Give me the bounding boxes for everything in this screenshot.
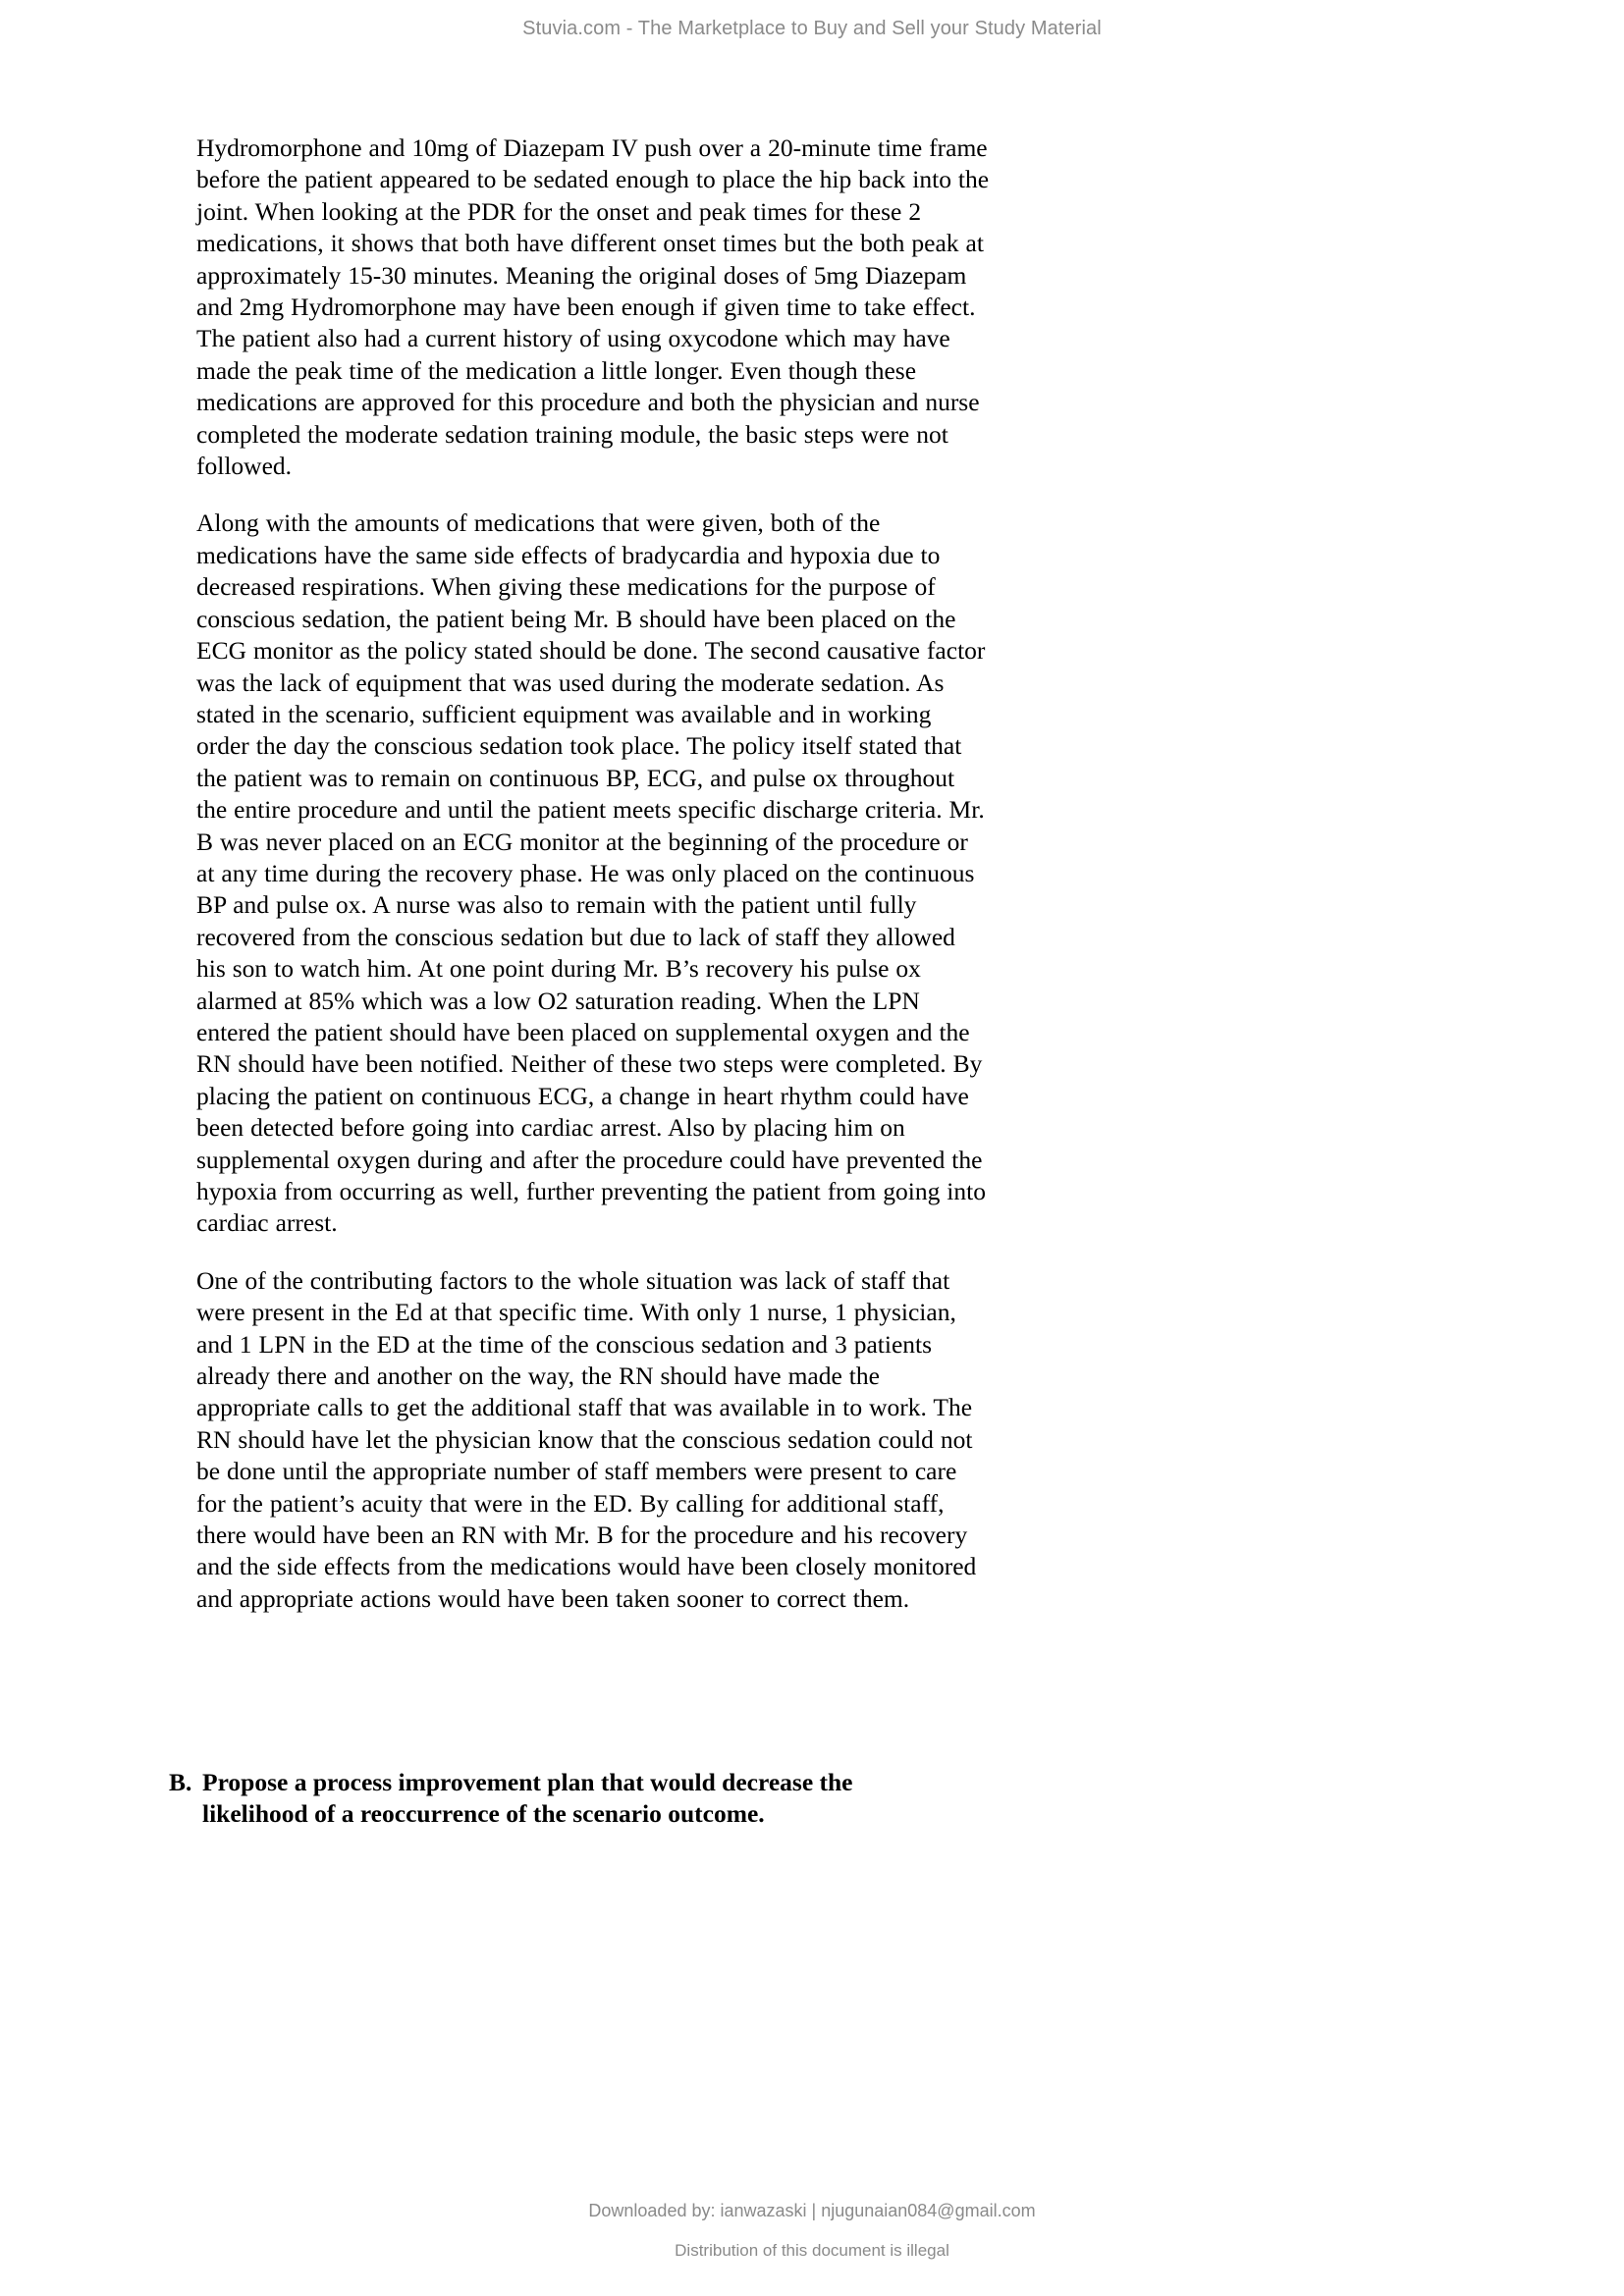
footer-distribution-notice: Distribution of this document is illegal: [675, 2241, 949, 2260]
list-item-b-text: Propose a process improvement plan that would decrease the likelihood of a reoccurrence of the scenario outcome.: [202, 1768, 853, 1829]
body-paragraph-2: Along with the amounts of medications that were given, both of the medications have the same side effects of bradycardia and hypoxia due to decreased respirations. When giving these medications for the purpose of conscious sedation, the patient being Mr. B should have been placed on the ECG monitor as the policy stated should be done. The second causative factor was the lack of equipment that was used during the moderate sedation. As stated in the scenario, sufficient equipment was available and in working order the day the conscious sedation took place. The policy itself stated that the patient was to remain on continuous BP, ECG, and pulse ox throughout the entire procedure and until the patient meets specific discharge criteria. Mr. B was never placed on an ECG monitor at the beginning of the procedure or at any time during the recovery phase. He was only placed on the continuous BP and pulse ox. A nurse was also to remain with the patient until fully recovered from the conscious sedation but due to lack of staff they allowed his son to watch him. At one point during Mr. B’s recovery his pulse ox alarmed at 85% which was a low O2 saturation reading. When the LPN entered the patient should have been placed on supplemental oxygen and the RN should have been notified. Neither of these two steps were completed. By placing the patient on continuous ECG, a change in heart rhythm could have been detected before going into cardiac arrest. Also by placing him on supplemental oxygen during and after the procedure could have prevented the hypoxia from occurring as well, further preventing the patient from going into cardiac arrest.: [196, 508, 986, 1238]
list-marker-b: B.: [169, 1768, 192, 1796]
document-body: [196, 133, 990, 1615]
body-paragraph-3: One of the contributing factors to the whole situation was lack of staff that were present in the Ed at that specific time. With only 1 nurse, 1 physician, and 1 LPN in the ED at the time of the conscious sedation and 3 patients already there and another on the way, the RN should have made the appropriate calls to get the additional staff that was available in to work. The RN should have let the physician know that the conscious sedation could not be done until the appropriate number of staff members were present to care for the patient’s acuity that were in the ED. By calling for additional staff, there would have been an RN with Mr. B for the procedure and his recovery and the side effects from the medications would have been closely monitored and appropriate actions would have been taken sooner to correct them.: [196, 1265, 977, 1613]
footer-downloaded-by: Downloaded by: ianwazaski | njugunaian084@gmail.com: [588, 2201, 1036, 2220]
lettered-list-item-b: [169, 1767, 994, 1831]
body-paragraph-1: Hydromorphone and 10mg of Diazepam IV push over a 20-minute time frame before the patient appeared to be sedated enough to place the hip back into the joint. When looking at the PDR for the onset and peak times for these 2 medications, it shows that both have different onset times but the both peak at approximately 15-30 minutes. Meaning the original doses of 5mg Diazepam and 2mg Hydromorphone may have been enough if given time to take effect. The patient also had a current history of using oxycodone which may have made the peak time of the medication a little longer. Even though these medications are approved for this procedure and both the physician and nurse completed the moderate sedation training module, the basic steps were not followed.: [196, 133, 990, 481]
stuvia-watermark-header: Stuvia.com - The Marketplace to Buy and Sell your Study Material: [522, 18, 1102, 39]
